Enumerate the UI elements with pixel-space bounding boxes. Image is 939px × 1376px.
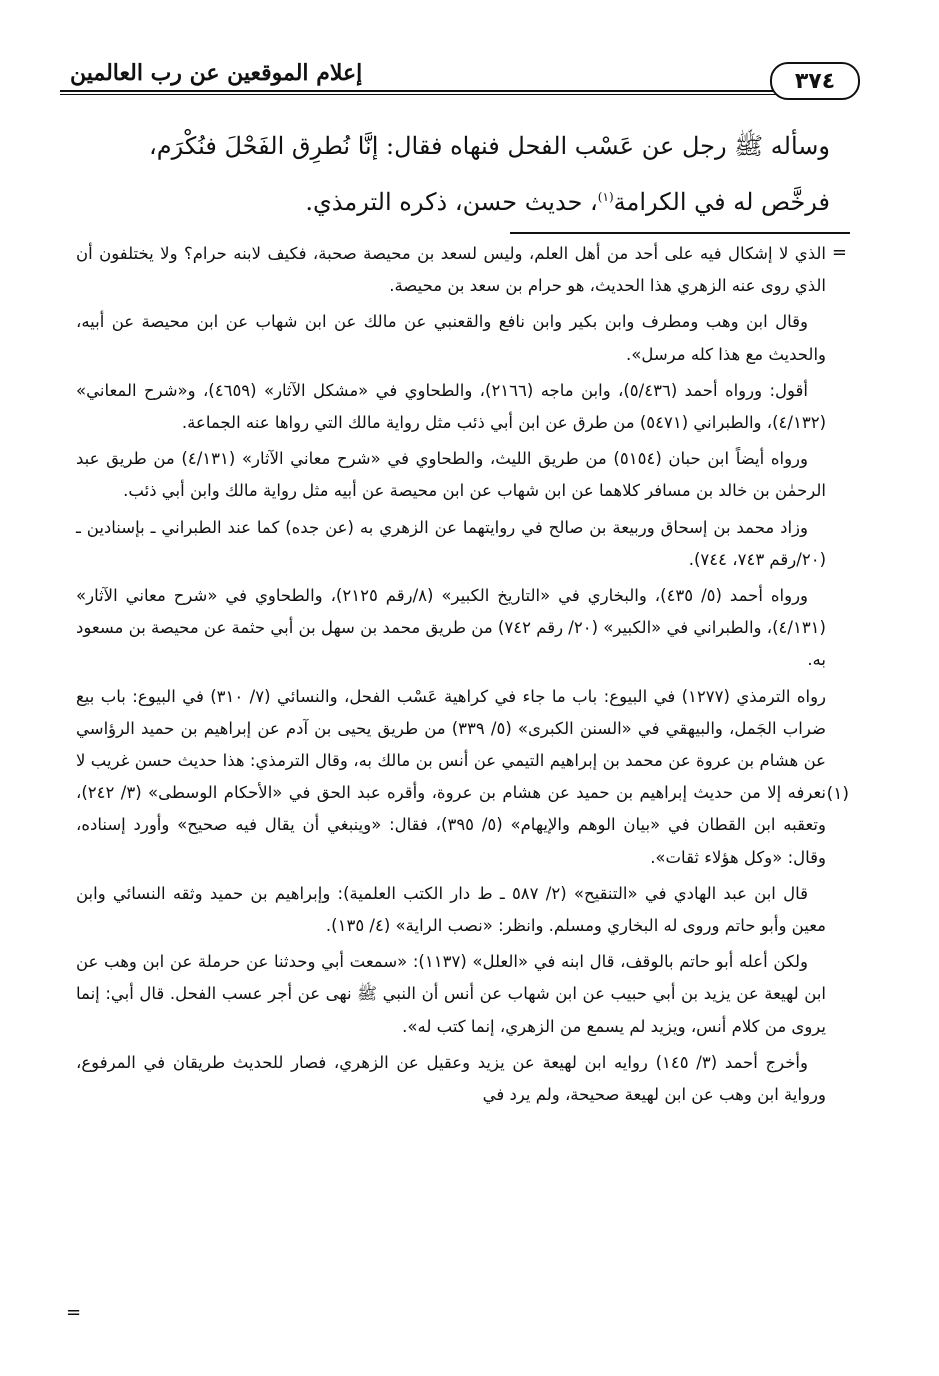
- footnote-paragraph: ورواه أحمد (٥/ ٤٣٥)، والبخاري في «التاريخ الكبير» (٨/رقم ٢١٢٥)، والطحاوي في «شرح معاني الآثار» (٤/١٣١)، والطبراني في «الكبير» (٢٠/ رقم ٧٤٢) من طريق محمد بن سهل بن أبي حثمة عن محيصة بن مسعود به.: [76, 586, 826, 670]
- footnote-paragraph: وأخرج أحمد (٣/ ١٤٥) روايه ابن لهيعة عن يزيد وعقيل عن الزهري، فصار للحديث طريقان في المرفوع، ورواية ابن وهب عن ابن لهيعة صحيحة، ولم يرد في: [76, 1052, 826, 1105]
- footnote-paragraph: قال ابن عبد الهادي في «التنقيح» (٢/ ٥٨٧ ـ ط دار الكتب العلمية): وإبراهيم بن حميد وثقه النسائي وابن معين وأبو حاتم وروى له البخاري ومسلم. وانظر: «نصب الراية» (٤/ ١٣٥).: [76, 883, 826, 936]
- continuation-marker-top: =: [831, 242, 847, 263]
- footnote-paragraph: وزاد محمد بن إسحاق وربيعة بن صالح في روايتهما عن الزهري به (عن جده) كما عند الطبراني ـ بإسنادين ـ (٢٠/رقم ٧٤٣، ٧٤٤).: [76, 517, 826, 569]
- main-text-line-1: وسأله ﷺ رجل عن عَسْب الفحل فنهاه فقال: إنَّا نُطرِق الفَحْلَ فنُكْرَم،: [149, 132, 830, 160]
- page-number: ٣٧٤: [770, 62, 860, 100]
- footnote-paragraph: ورواه أيضاً ابن حبان (٥١٥٤) من طريق الليث، والطحاوي في «شرح معاني الآثار» (٤/١٣١) من طريق عبد الرحمٰن بن خالد بن مسافر كلاهما عن ابن شهاب عن ابن محيصة عن أبيه مثل رواية مالك وابن أبي ذئب.: [76, 449, 826, 501]
- header-rule: [60, 90, 800, 92]
- main-text-line-2: [70, 174, 830, 230]
- footnote-paragraph: الذي لا إشكال فيه على أحد من أهل العلم، وليس لسعد بن محيصة صحبة، فكيف لابنه حرام؟ ولا يختلفون أن الذي روى عنه الزهري هذا الحديث، هو حرام بن سعد بن محيصة.: [76, 244, 826, 296]
- footnote-paragraph: أقول: ورواه أحمد (٥/٤٣٦)، وابن ماجه (٢١٦٦)، والطحاوي في «مشكل الآثار» (٤٦٥٩)، و«شرح المعاني» (٤/١٣٢)، والطبراني (٥٤٧١) من طرق عن ابن أبي ذئب مثل رواية مالك التي رواها عنه الجماعة.: [76, 380, 826, 433]
- main-text-segment: فرخَّص له في الكرامة: [613, 188, 830, 216]
- running-header: [60, 52, 860, 94]
- footnote-paragraph: وقال ابن وهب ومطرف وابن بكير وابن نافع والقعنبي عن مالك عن ابن شهاب عن ابن محيصة عن أبيه، والحديث مع هذا كله مرسل».: [76, 312, 826, 364]
- footnote-number: (١): [826, 784, 849, 804]
- book-title: إعلام الموقعين عن رب العالمين: [70, 60, 363, 86]
- main-text: [70, 118, 830, 230]
- footnote-paragraph: ولكن أعله أبو حاتم بالوقف، قال ابنه في «العلل» (١١٣٧): «سمعت أبي وحدثنا عن حرملة عن ابن وهب عن ابن لهيعة عن يزيد بن أبي حبيب عن ابن شهاب عن أنس أن النبي ﷺ نهى عن أجر عسب الفحل. قال أبي: إنما يروى من كلام أنس، ويزيد لم يسمع من الزهري، إنما كتب له».: [76, 952, 826, 1036]
- continuation-marker-bottom: =: [66, 1302, 82, 1323]
- footnote-reference: (١): [597, 190, 614, 204]
- footnotes: [76, 238, 826, 1115]
- footnote-paragraph: رواه الترمذي (١٢٧٧) في البيوع: باب ما جاء في كراهية عَسْب الفحل، والنسائي (٧/ ٣١٠) في البيوع: باب بيع ضراب الجَمل، والبيهقي في «السنن الكبرى» (٥/ ٣٣٩) من طريق يحيى بن آدم عن إبراهيم بن حميد الرؤاسي عن هشام بن عروة عن محمد بن إبراهيم التيمي عن أنس بن مالك به، وقال الترمذي: هذا حديث حسن غريب لا نعرفه إلا من حديث إبراهيم بن حميد عن هشام بن عروة، وأقره عبد الحق في «الأحكام الوسطى» (٣/ ٢٤٢)، وتعقبه ابن القطان في «بيان الوهم والإيهام» (٥/ ٣٩٥)، فقال: «وينبغي أن يقال فيه صحيح» وأورد إسناده، وقال: «وكل هؤلاء ثقات».: [76, 686, 827, 867]
- header-rule-thin: [60, 94, 800, 95]
- main-text-segment: ، حديث حسن، ذكره الترمذي.: [305, 188, 598, 216]
- footnote-separator: [510, 232, 850, 234]
